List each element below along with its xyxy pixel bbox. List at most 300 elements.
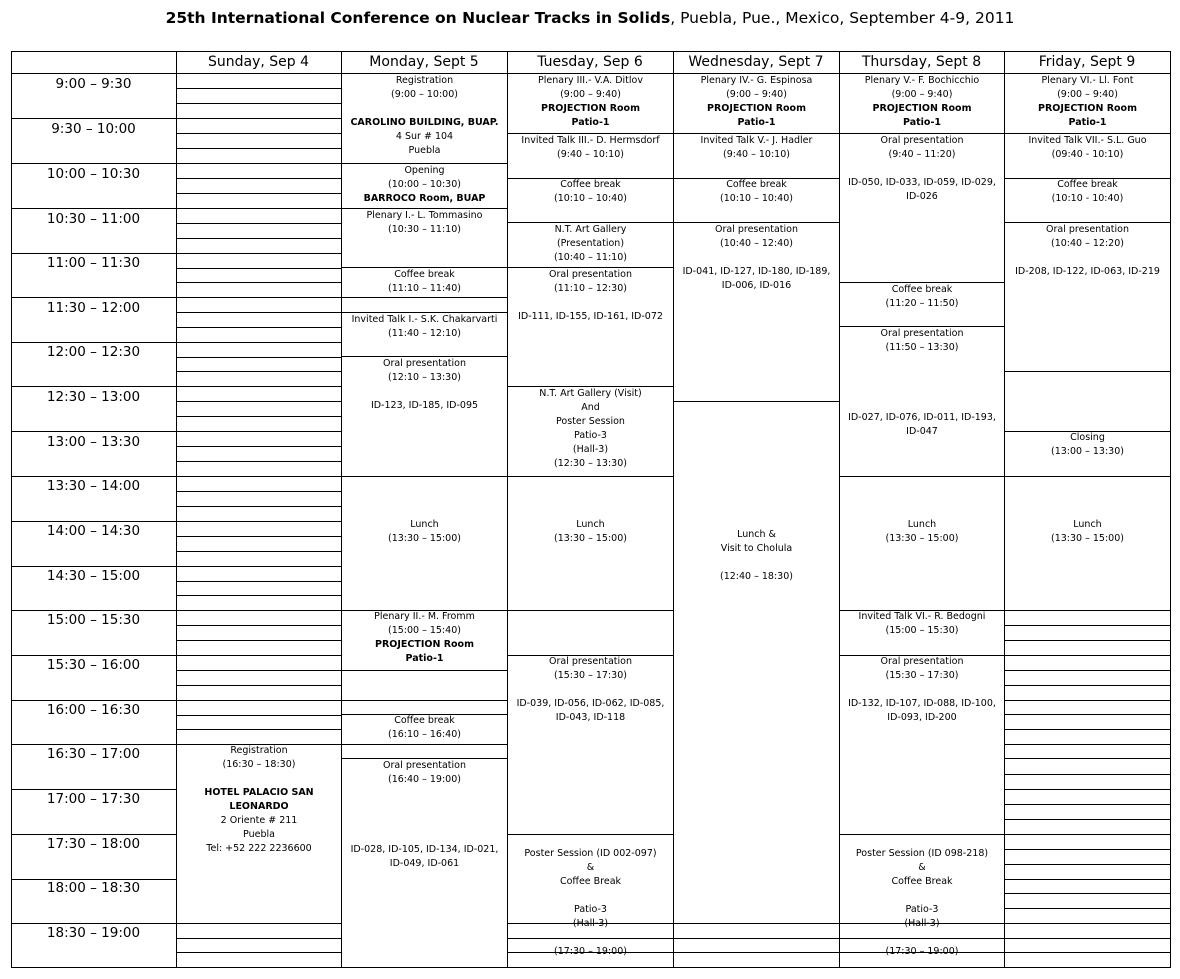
grid-line (11, 476, 176, 477)
event-line: Patio-1 (1068, 117, 1107, 128)
event-line: Coffee Break (559, 876, 622, 887)
event-line: (12:10 – 13:30) (388, 372, 461, 383)
time-slot-label: 14:00 – 14:30 (46, 523, 141, 539)
grid-line (11, 789, 176, 790)
grid-line (176, 282, 341, 283)
event-line: ID-047 (906, 426, 938, 437)
event-line: Lunch (410, 519, 439, 530)
event-line: (11:10 – 12:30) (554, 283, 627, 294)
grid-line (11, 655, 176, 656)
grid-line (176, 461, 341, 462)
grid-line (176, 193, 341, 194)
grid-line (1004, 476, 1170, 477)
grid-line (176, 685, 341, 686)
time-slot-label: 11:30 – 12:00 (46, 300, 141, 316)
grid-line (176, 670, 341, 671)
time-slot-label: 16:30 – 17:00 (46, 746, 141, 762)
oral-presentation (342, 759, 507, 871)
grid-line (11, 744, 176, 745)
time-slot-label: 15:00 – 15:30 (46, 612, 141, 628)
grid-line (176, 551, 341, 552)
grid-line (11, 118, 176, 119)
grid-line (11, 566, 176, 567)
grid-line (11, 610, 176, 611)
event-line: Closing (1070, 432, 1105, 443)
grid-line (176, 357, 341, 358)
event-line: Coffee break (1057, 179, 1118, 190)
grid-line (1004, 923, 1170, 924)
grid-line (176, 700, 341, 701)
grid-line (839, 834, 1004, 835)
grid-line (176, 952, 341, 953)
art-gallery-visit-poster (508, 387, 673, 471)
grid-line (11, 386, 176, 387)
event-line: (10:40 – 12:20) (1051, 238, 1124, 249)
event-line: Oral presentation (880, 656, 964, 667)
grid-line (673, 401, 839, 402)
event-line: Puebla (243, 829, 275, 840)
grid-line (839, 476, 1004, 477)
event-line: (16:40 – 19:00) (388, 774, 461, 785)
coffee-break (840, 283, 1004, 311)
event-line: (13:30 – 15:00) (885, 533, 959, 544)
event-line: (13:30 – 15:00) (554, 533, 627, 544)
grid-line (176, 923, 341, 924)
time-slot-label: 14:30 – 15:00 (46, 568, 141, 584)
grid-line (11, 297, 176, 298)
event-line: Oral presentation (549, 656, 632, 667)
event-line: (17:30 – 19:00) (554, 946, 627, 957)
event-line: (Presentation) (556, 238, 625, 249)
event-line: Puebla (408, 145, 441, 156)
plenary-1 (342, 209, 507, 237)
grid-line (176, 610, 341, 611)
event-line: Invited Talk III.- D. Hermsdorf (521, 135, 660, 146)
grid-line (11, 51, 1171, 52)
event-line: (13:30 – 15:00) (388, 533, 461, 544)
event-line: Patio-1 (737, 117, 776, 128)
invited-talk-1 (342, 313, 507, 341)
event-line: (10:10 – 10:40) (720, 193, 793, 204)
grid-line (1004, 714, 1170, 715)
conference-name: 25th International Conference on Nuclear Tracks in Solids (165, 9, 671, 27)
grid-line (1004, 640, 1170, 641)
grid-line (176, 715, 341, 716)
event-line: 2 Oriente # 211 (220, 815, 298, 826)
event-line: Oral presentation (1046, 224, 1129, 235)
event-line: (9:00 – 9:40) (726, 89, 787, 100)
event-line: ID-208, ID-122, ID-063, ID-219 (1015, 266, 1160, 277)
grid-line (176, 640, 341, 641)
grid-line (176, 371, 341, 372)
event-line: (Hall-3) (904, 918, 940, 929)
grid-line (341, 476, 507, 477)
grid-line (11, 700, 176, 701)
time-slot-label: 10:30 – 11:00 (46, 211, 141, 227)
time-slot-label: 9:00 – 9:30 (55, 76, 132, 92)
closing-ceremony (1005, 431, 1170, 459)
event-line: (10:40 – 11:10) (554, 252, 627, 263)
grid-line (673, 952, 839, 953)
event-line: Oral presentation (383, 760, 466, 771)
grid-line (11, 431, 176, 432)
grid-line (1004, 864, 1170, 865)
event-line: Patio-1 (571, 117, 610, 128)
grid-line (176, 327, 341, 328)
event-line: PROJECTION Room (1038, 103, 1137, 114)
day-header: Sunday, Sep 4 (207, 54, 310, 70)
day-header: Monday, Sept 5 (369, 54, 479, 70)
grid-line (176, 536, 341, 537)
oral-presentation (1005, 223, 1170, 279)
grid-line (341, 744, 507, 745)
grid-line (1004, 908, 1170, 909)
event-line: And (581, 402, 600, 413)
time-slot-label: 16:00 – 16:30 (46, 702, 141, 718)
event-line: ID-049, ID-061 (389, 858, 460, 869)
event-line: Plenary V.- F. Bochicchio (864, 75, 980, 86)
event-line: Lunch (576, 519, 605, 530)
grid-line (176, 178, 341, 179)
event-line: Oral presentation (549, 269, 632, 280)
grid-line (11, 967, 1171, 968)
event-line: (10:40 – 12:40) (720, 238, 793, 249)
time-slot-label: 15:30 – 16:00 (46, 657, 141, 673)
event-line: Plenary IV.- G. Espinosa (700, 75, 813, 86)
event-line: Coffee break (560, 179, 621, 190)
lunch (840, 518, 1004, 546)
oral-presentation (508, 655, 673, 725)
opening-ceremony (342, 164, 507, 206)
event-line: Poster Session (ID 002-097) (524, 848, 657, 859)
grid-line (176, 566, 341, 567)
grid-line (176, 103, 341, 104)
event-line: Coffee break (394, 715, 455, 726)
event-line: (15:00 – 15:30) (885, 625, 959, 636)
grid-line (11, 834, 176, 835)
event-line: (10:10 – 10:40) (554, 193, 627, 204)
event-line: N.T. Art Gallery (554, 224, 627, 235)
event-line: N.T. Art Gallery (Visit) (539, 388, 642, 399)
event-line: Invited Talk VII.- S.L. Guo (1028, 135, 1147, 146)
grid-line (11, 253, 176, 254)
event-line: Oral presentation (383, 358, 466, 369)
event-line: PROJECTION Room (707, 103, 806, 114)
grid-line (1004, 789, 1170, 790)
oral-presentation (508, 268, 673, 324)
event-line: CAROLINO BUILDING, BUAP. (350, 117, 499, 128)
plenary-6 (1005, 74, 1170, 130)
invited-talk-6 (840, 610, 1004, 638)
event-line: Lunch & (737, 529, 776, 540)
day-header: Thursday, Sept 8 (861, 54, 982, 70)
event-line: (9:00 – 9:40) (560, 89, 621, 100)
event-line: Coffee break (726, 179, 787, 190)
grid-line (673, 938, 839, 939)
grid-line (1004, 371, 1170, 372)
event-line: (9:40 – 10:10) (723, 149, 790, 160)
conference-title (0, 9, 1180, 27)
lunch (508, 518, 673, 546)
grid-line (11, 342, 176, 343)
event-line: Oral presentation (880, 328, 964, 339)
event-line: (15:30 – 17:30) (554, 670, 627, 681)
event-line: (11:10 – 11:40) (388, 283, 461, 294)
event-line: Invited Talk V.- J. Hadler (700, 135, 813, 146)
event-line: ID-043, ID-118 (555, 712, 626, 723)
time-slot-label: 9:30 – 10:00 (51, 121, 136, 137)
grid-line (176, 491, 341, 492)
event-line: ID-028, ID-105, ID-134, ID-021, (350, 844, 499, 855)
grid-line (176, 729, 341, 730)
event-line: Invited Talk I.- S.K. Chakarvarti (351, 314, 498, 325)
event-line: ID-041, ID-127, ID-180, ID-189, (682, 266, 831, 277)
event-line: (17:30 – 19:00) (885, 946, 959, 957)
event-line: Registration (395, 75, 454, 86)
event-line: (Hall-3) (572, 444, 609, 455)
grid-line (176, 342, 341, 343)
grid-line (176, 446, 341, 447)
event-line: ID-123, ID-185, ID-095 (370, 400, 479, 411)
grid-line (176, 268, 341, 269)
grid-line (176, 521, 341, 522)
grid-line (176, 253, 341, 254)
event-line: & (586, 862, 595, 873)
grid-line (1004, 610, 1170, 611)
time-slot-label: 12:00 – 12:30 (46, 344, 141, 360)
event-line: ID-006, ID-016 (721, 280, 792, 291)
grid-line (176, 223, 341, 224)
grid-line (176, 938, 341, 939)
grid-line (176, 655, 341, 656)
grid-line (673, 923, 839, 924)
event-line: Patio-1 (405, 653, 444, 664)
grid-line (507, 476, 673, 477)
event-line: PROJECTION Room (375, 639, 474, 650)
event-line: Patio-3 (574, 904, 607, 915)
event-line: & (918, 862, 926, 873)
time-slot-label: 11:00 – 11:30 (46, 255, 141, 271)
event-line: (9:40 – 11:20) (888, 149, 956, 160)
grid-line (176, 476, 341, 477)
event-line: BARROCO Room, BUAP (363, 193, 486, 204)
grid-line (341, 670, 507, 671)
invited-talk-3 (508, 134, 673, 162)
event-line: ID-093, ID-200 (887, 712, 957, 723)
event-line: Opening (404, 165, 445, 176)
event-line: (16:30 – 18:30) (222, 759, 296, 770)
invited-talk-7 (1005, 134, 1170, 162)
poster-session (840, 847, 1004, 959)
grid-line (1004, 729, 1170, 730)
event-line: Lunch (1073, 519, 1102, 530)
event-line: Invited Talk VI.- R. Bedogni (858, 611, 986, 622)
grid-line (11, 923, 176, 924)
grid-line (507, 834, 673, 835)
plenary-2 (342, 610, 507, 666)
grid-line (1004, 655, 1170, 656)
event-line: (12:40 – 18:30) (720, 571, 793, 582)
grid-line (1004, 834, 1170, 835)
lunch (342, 518, 507, 546)
event-line: (13:30 – 15:00) (1051, 533, 1124, 544)
grid-line (1004, 893, 1170, 894)
event-line: Patio-3 (574, 430, 607, 441)
event-line: HOTEL PALACIO SAN (204, 787, 314, 798)
event-line: Plenary I.- L. Tommasino (366, 210, 483, 221)
event-line: (9:00 – 10:00) (391, 89, 458, 100)
oral-presentation (840, 655, 1004, 725)
art-gallery-presentation (508, 223, 673, 265)
plenary-4 (674, 74, 839, 130)
event-line: (Hall-3) (572, 918, 609, 929)
grid-line (11, 51, 12, 968)
registration-monday (342, 74, 507, 158)
grid-line (176, 312, 341, 313)
grid-line (1004, 758, 1170, 759)
grid-line (507, 610, 673, 611)
grid-line (1004, 774, 1170, 775)
day-header: Tuesday, Sep 6 (537, 54, 643, 70)
oral-presentation (840, 327, 1004, 439)
event-line: Plenary III.- V.A. Ditlov (538, 75, 643, 86)
coffee-break (342, 268, 507, 296)
time-slot-label: 12:30 – 13:00 (46, 389, 141, 405)
event-line: Tel: +52 222 2236600 (206, 843, 312, 854)
grid-line (1004, 952, 1170, 953)
grid-line (1004, 744, 1170, 745)
event-line: (15:00 – 15:40) (388, 625, 461, 636)
event-line: ID-132, ID-107, ID-088, ID-100, (848, 698, 996, 709)
grid-line (1004, 819, 1170, 820)
event-line: (11:50 – 13:30) (885, 342, 959, 353)
event-line: LEONARDO (229, 801, 289, 812)
event-line: Oral presentation (880, 135, 964, 146)
event-line: (11:20 – 11:50) (885, 298, 959, 309)
grid-line (176, 386, 341, 387)
grid-line (1004, 879, 1170, 880)
event-line: PROJECTION Room (872, 103, 972, 114)
event-line: (9:40 – 10:10) (557, 149, 624, 160)
day-header: Friday, Sept 9 (1038, 54, 1136, 70)
grid-line (1004, 685, 1170, 686)
event-line: Coffee break (891, 284, 953, 295)
event-line: PROJECTION Room (541, 103, 640, 114)
grid-line (11, 521, 176, 522)
time-slot-label: 10:00 – 10:30 (46, 166, 141, 182)
event-line: ID-039, ID-056, ID-062, ID-085, (516, 698, 665, 709)
grid-line (176, 581, 341, 582)
event-line: (11:40 – 12:10) (388, 328, 461, 339)
plenary-5 (840, 74, 1004, 130)
grid-line (1004, 625, 1170, 626)
event-line: (15:30 – 17:30) (885, 670, 959, 681)
event-line: Poster Session (556, 416, 625, 427)
event-line: (10:30 – 11:10) (388, 224, 461, 235)
grid-line (176, 88, 341, 89)
grid-line (1004, 804, 1170, 805)
grid-line (176, 297, 341, 298)
event-line: (12:30 – 13:30) (554, 458, 627, 469)
oral-presentation (840, 134, 1004, 204)
grid-line (176, 133, 341, 134)
time-slot-label: 18:30 – 19:00 (46, 925, 141, 941)
grid-line (176, 401, 341, 402)
event-line: 4 Sur # 104 (395, 131, 454, 142)
event-line: Coffee Break (891, 876, 953, 887)
conference-location-dates: , Puebla, Pue., Mexico, September 4-9, 2011 (670, 9, 1015, 27)
event-line: Patio-3 (905, 904, 939, 915)
grid-line (176, 595, 341, 596)
event-line: (10:10 - 10:40) (1051, 193, 1124, 204)
coffee-break (342, 714, 507, 742)
event-line: Coffee break (394, 269, 455, 280)
time-slot-label: 17:00 – 17:30 (46, 791, 141, 807)
coffee-break (508, 178, 673, 206)
event-line: (9:00 – 9:40) (1057, 89, 1118, 100)
event-line: Plenary VI.- Ll. Font (1041, 75, 1134, 86)
poster-session (508, 847, 673, 959)
grid-line (1170, 51, 1171, 968)
grid-line (176, 118, 341, 119)
grid-line (1004, 938, 1170, 939)
coffee-break (1005, 178, 1170, 206)
oral-presentation (342, 357, 507, 413)
event-line: Oral presentation (715, 224, 798, 235)
grid-line (176, 431, 341, 432)
event-line: (10:00 – 10:30) (388, 179, 461, 190)
lunch (1005, 518, 1170, 546)
grid-line (176, 238, 341, 239)
lunch-cholula-visit (674, 528, 839, 584)
event-line: Plenary II.- M. Fromm (374, 611, 475, 622)
event-line: (9:00 – 9:40) (891, 89, 953, 100)
day-header: Wednesday, Sept 7 (688, 54, 824, 70)
grid-line (176, 163, 341, 164)
event-line: Registration (230, 745, 288, 756)
grid-line (341, 297, 507, 298)
grid-line (176, 506, 341, 507)
grid-line (11, 163, 176, 164)
grid-line (1004, 700, 1170, 701)
grid-line (11, 208, 176, 209)
event-line: Poster Session (ID 098-218) (855, 848, 989, 859)
time-slot-label: 13:00 – 13:30 (46, 434, 141, 450)
time-slot-label: 13:30 – 14:00 (46, 478, 141, 494)
grid-line (176, 148, 341, 149)
event-line: Visit to Cholula (720, 543, 793, 554)
registration-sunday (177, 744, 341, 856)
event-line: ID-026 (906, 191, 938, 202)
event-line: ID-027, ID-076, ID-011, ID-193, (848, 412, 996, 423)
event-line: (13:00 – 13:30) (1051, 446, 1124, 457)
invited-talk-5 (674, 134, 839, 162)
grid-line (176, 208, 341, 209)
plenary-3 (508, 74, 673, 130)
event-line: (09:40 - 10:10) (1051, 149, 1124, 160)
event-line: ID-050, ID-033, ID-059, ID-029, (848, 177, 996, 188)
grid-line (341, 700, 507, 701)
time-slot-label: 18:00 – 18:30 (46, 880, 141, 896)
grid-line (176, 625, 341, 626)
grid-line (1004, 670, 1170, 671)
time-slot-label: 17:30 – 18:00 (46, 836, 141, 852)
coffee-break (674, 178, 839, 206)
grid-line (176, 416, 341, 417)
grid-line (1004, 849, 1170, 850)
event-line: Lunch (907, 519, 937, 530)
event-line: Patio-1 (903, 117, 941, 128)
